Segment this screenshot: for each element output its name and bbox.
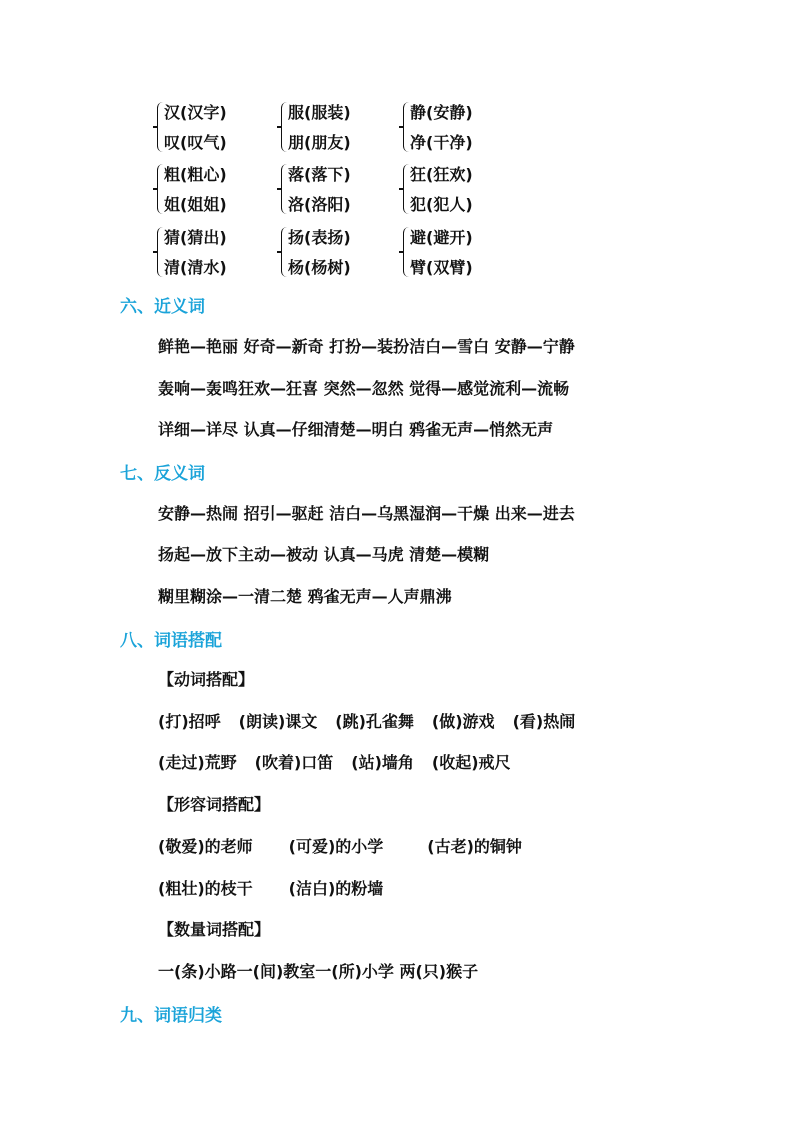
collocation-item: (古老)的铜钟 bbox=[427, 837, 522, 856]
brace-icon bbox=[281, 102, 290, 152]
collocation-item: (走过)荒野 bbox=[158, 753, 237, 772]
pair-word: 臂(双臂) bbox=[410, 258, 473, 277]
verb-collocation-row bbox=[158, 750, 529, 773]
pair-group bbox=[164, 223, 227, 283]
section-heading-collocations: 八、词语搭配 bbox=[120, 631, 222, 651]
pair-word: 朋(朋友) bbox=[288, 133, 351, 152]
pair-word: 犯(犯人) bbox=[410, 195, 473, 214]
collocation-item: (吹着)口笛 bbox=[254, 753, 334, 772]
collocation-item: (站)墙角 bbox=[351, 753, 414, 772]
pair-word: 服(服装) bbox=[288, 103, 351, 122]
brace-icon bbox=[403, 227, 412, 277]
quantifier-collocation-line: 一(条)小路一(间)教室一(所)小学 两(只)猴子 bbox=[158, 962, 479, 981]
collocation-item: (做)游戏 bbox=[431, 712, 495, 731]
pair-word: 姐(姐姐) bbox=[164, 195, 227, 214]
antonym-line: 糊里糊涂—一清二楚 鸦雀无声—人声鼎沸 bbox=[158, 587, 452, 606]
pair-word: 静(安静) bbox=[410, 103, 473, 122]
collocation-item: (收起)戒尺 bbox=[431, 753, 511, 772]
adjective-collocation-row bbox=[158, 876, 401, 899]
pair-group bbox=[410, 98, 473, 158]
collocation-item: (看)热闹 bbox=[512, 712, 576, 731]
pair-group bbox=[164, 160, 227, 220]
collocation-item: (可爱)的小学 bbox=[288, 837, 384, 856]
pair-group bbox=[164, 98, 227, 158]
pair-word: 避(避开) bbox=[410, 228, 473, 247]
pair-word: 净(干净) bbox=[410, 133, 473, 152]
section-heading-synonyms: 六、近义词 bbox=[120, 297, 205, 317]
synonym-line: 鲜艳—艳丽 好奇—新奇 打扮—装扮洁白—雪白 安静—宁静 bbox=[158, 337, 575, 356]
pair-group bbox=[410, 160, 473, 220]
pair-word: 猜(猜出) bbox=[164, 228, 227, 247]
pair-word: 杨(杨树) bbox=[288, 258, 351, 277]
pair-group bbox=[288, 223, 351, 283]
collocation-item: (粗壮)的枝干 bbox=[158, 879, 253, 898]
brace-icon bbox=[281, 227, 290, 277]
brace-icon bbox=[157, 164, 166, 214]
pair-word: 洛(洛阳) bbox=[288, 195, 351, 214]
brace-icon bbox=[403, 164, 412, 214]
synonym-line: 详细—详尽 认真—仔细清楚—明白 鸦雀无声—悄然无声 bbox=[158, 420, 554, 439]
collocation-item: (洁白)的粉墙 bbox=[288, 879, 384, 898]
pair-group bbox=[288, 98, 351, 158]
collocation-item: (打)招呼 bbox=[158, 712, 221, 731]
verb-collocation-title: 【动词搭配】 bbox=[158, 670, 255, 689]
pair-word: 清(清水) bbox=[164, 258, 227, 277]
synonym-line: 轰响—轰鸣狂欢—狂喜 突然—忽然 觉得—感觉流利—流畅 bbox=[158, 379, 570, 398]
adjective-collocation-title: 【形容词搭配】 bbox=[158, 795, 271, 814]
pair-word: 狂(狂欢) bbox=[410, 165, 473, 184]
brace-icon bbox=[281, 164, 290, 214]
quantifier-collocation-title: 【数量词搭配】 bbox=[158, 920, 271, 939]
antonym-line: 扬起—放下主动—被动 认真—马虎 清楚—模糊 bbox=[158, 545, 490, 564]
pair-group bbox=[288, 160, 351, 220]
pair-word: 扬(表扬) bbox=[288, 228, 351, 247]
collocation-item: (敬爱)的老师 bbox=[158, 837, 253, 856]
pair-word: 叹(叹气) bbox=[164, 133, 227, 152]
section-heading-classification: 九、词语归类 bbox=[120, 1006, 222, 1026]
pair-word: 粗(粗心) bbox=[164, 165, 227, 184]
collocation-item: (朗读)课文 bbox=[238, 712, 318, 731]
collocation-item: (跳)孔雀舞 bbox=[335, 712, 414, 731]
brace-icon bbox=[157, 227, 166, 277]
brace-icon bbox=[403, 102, 412, 152]
verb-collocation-row bbox=[158, 709, 593, 732]
pair-word: 汉(汉字) bbox=[164, 103, 227, 122]
antonym-line: 安静—热闹 招引—驱赶 洁白—乌黑湿润—干燥 出来—进去 bbox=[158, 504, 575, 523]
section-heading-antonyms: 七、反义词 bbox=[120, 464, 205, 484]
pair-group bbox=[410, 223, 473, 283]
pair-word: 落(落下) bbox=[288, 165, 351, 184]
adjective-collocation-row bbox=[158, 834, 540, 857]
brace-icon bbox=[157, 102, 166, 152]
